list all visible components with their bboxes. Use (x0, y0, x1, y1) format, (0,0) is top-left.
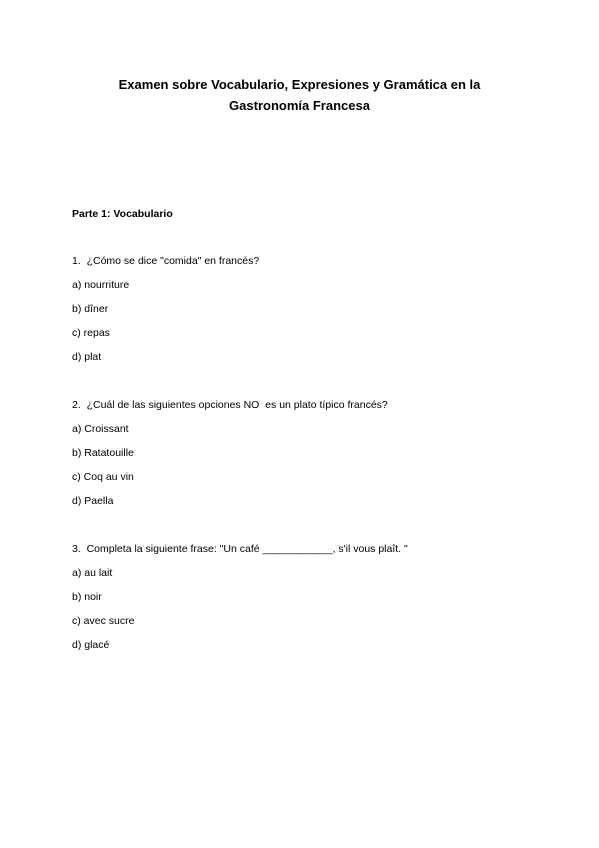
question-2-option-b: b) Ratatouille (72, 447, 134, 459)
question-2-option-c: c) Coq au vin (72, 471, 134, 483)
question-2-option-d: d) Paella (72, 495, 114, 507)
question-1-option-c: c) repas (72, 327, 110, 339)
document-title-line-1: Examen sobre Vocabulario, Expresiones y Gramática en la (118, 77, 481, 92)
question-1-option-b: b) dîner (72, 303, 109, 315)
question-1-option-a: a) nourriture (72, 279, 130, 291)
question-3-option-b: b) noir (72, 591, 102, 603)
question-2-option-a: a) Croissant (72, 423, 129, 435)
document-title-line-2: Gastronomía Francesa (229, 98, 370, 113)
question-3-option-c: c) avec sucre (72, 615, 135, 627)
section-heading: Parte 1: Vocabulario (72, 208, 173, 220)
question-3: 3. Completa la siguiente frase: "Un café ____________, s'il vous plaît. " (72, 543, 408, 555)
question-2: 2. ¿Cuál de las siguientes opciones NO es un plato típico francés? (72, 399, 388, 411)
question-3-option-a: a) au lait (72, 567, 113, 579)
question-1-option-d: d) plat (72, 351, 102, 363)
question-1: 1. ¿Cómo se dice "comida" en francés? (72, 255, 260, 267)
question-3-option-d: d) glacé (72, 639, 110, 651)
